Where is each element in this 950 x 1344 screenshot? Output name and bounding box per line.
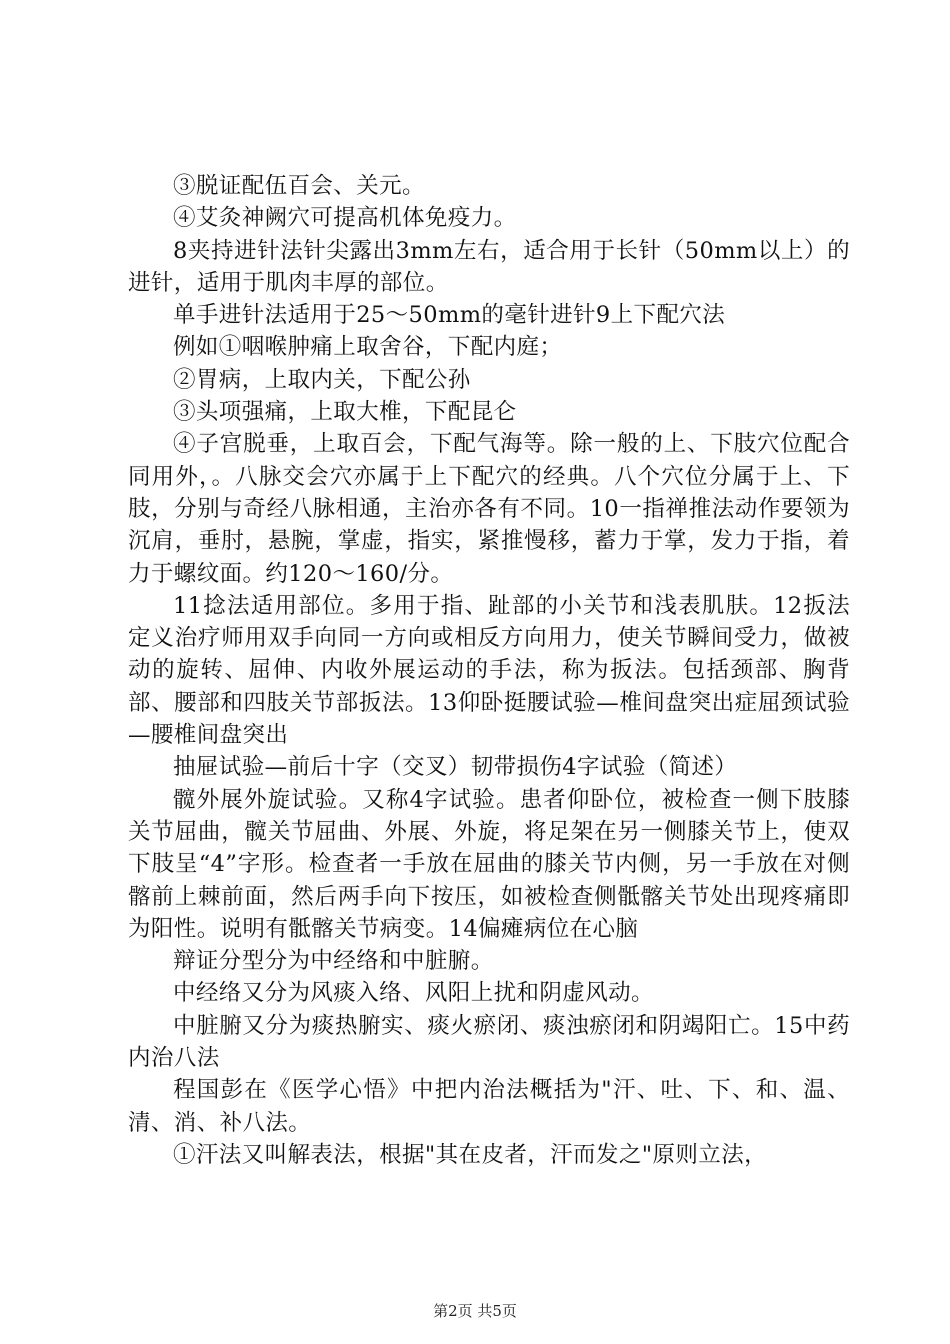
paragraph: ②胃病，上取内关，下配公孙 <box>173 366 471 393</box>
paragraph: 中经络又分为风痰入络、风阳上扰和阴虚风动。 <box>173 980 654 1007</box>
paragraph: 例如①咽喉肿痛上取舍谷，下配内庭； <box>173 334 563 361</box>
paragraph: 辩证分型分为中经络和中脏腑。 <box>173 948 494 975</box>
paragraph: ③脱证配伍百会、关元。 <box>173 173 425 199</box>
paragraph: 髋外展外旋试验。又称4字试验。患者仰卧位，被检查一侧下肢膝关节屈曲，髋关节屈曲、外展、外旋，将足架在另一侧膝关节上，使双下肢呈“4”字形。检查者一手放在屈曲的膝关节内侧，另一手放在对侧髂前上棘前面，然后两手向下按压，如被检查侧骶髂关节处出现疼痛即为阳性。说明有骶髂关节病变。14偏瘫病位在心脑 <box>128 786 850 942</box>
body-text <box>128 170 850 1171</box>
paragraph: 中脏腑又分为痰热腑实、痰火瘀闭、痰浊瘀闭和阴竭阳亡。15中药内治八法 <box>128 1012 850 1072</box>
paragraph: ④子宫脱垂，上取百会，下配气海等。除一般的上、下肢穴位配合同用外，。八脉交会穴亦属于上下配穴的经典。八个穴位分属于上、下肢，分别与奇经八脉相通，主治亦各有不同。10一指禅推法动作要领为沉肩，垂肘，悬腕，掌虚，指实，紧推慢移，蓄力于掌，发力于指，着力于螺纹面。约120～160/分。 <box>128 431 850 587</box>
paragraph: ④艾灸神阙穴可提高机体免疫力。 <box>173 205 517 232</box>
paragraph: ③头项强痛，上取大椎，下配昆仑 <box>173 399 517 426</box>
paragraph: 11捻法适用部位。多用于指、趾部的小关节和浅表肌肤。12扳法定义治疗师用双手向同一方向或相反方向用力，使关节瞬间受力，做被动的旋转、屈伸、内收外展运动的手法，称为扳法。包括颈部、胸背部、腰部和四肢关节部扳法。13仰卧挺腰试验—椎间盘突出症屈颈试验—腰椎间盘突出 <box>128 592 850 749</box>
paragraph: 8夹持进针法针尖露出3mm左右，适合用于长针（50mm以上）的进针，适用于肌肉丰厚的部位。 <box>128 237 850 296</box>
paragraph: 抽屉试验—前后十字（交叉）韧带损伤4字试验（简述） <box>173 754 738 781</box>
paragraph: 程国彭在《医学心悟》中把内治法概括为"汗、吐、下、和、温、清、消、补八法。 <box>128 1077 850 1136</box>
page-number-footer: 第2页 共5页 <box>433 1302 517 1320</box>
paragraph: 单手进针法适用于25～50mm的毫针进针9上下配穴法 <box>173 302 726 329</box>
paragraph: ①汗法又叫解表法，根据"其在皮者，汗而发之"原则立法， <box>173 1141 767 1168</box>
